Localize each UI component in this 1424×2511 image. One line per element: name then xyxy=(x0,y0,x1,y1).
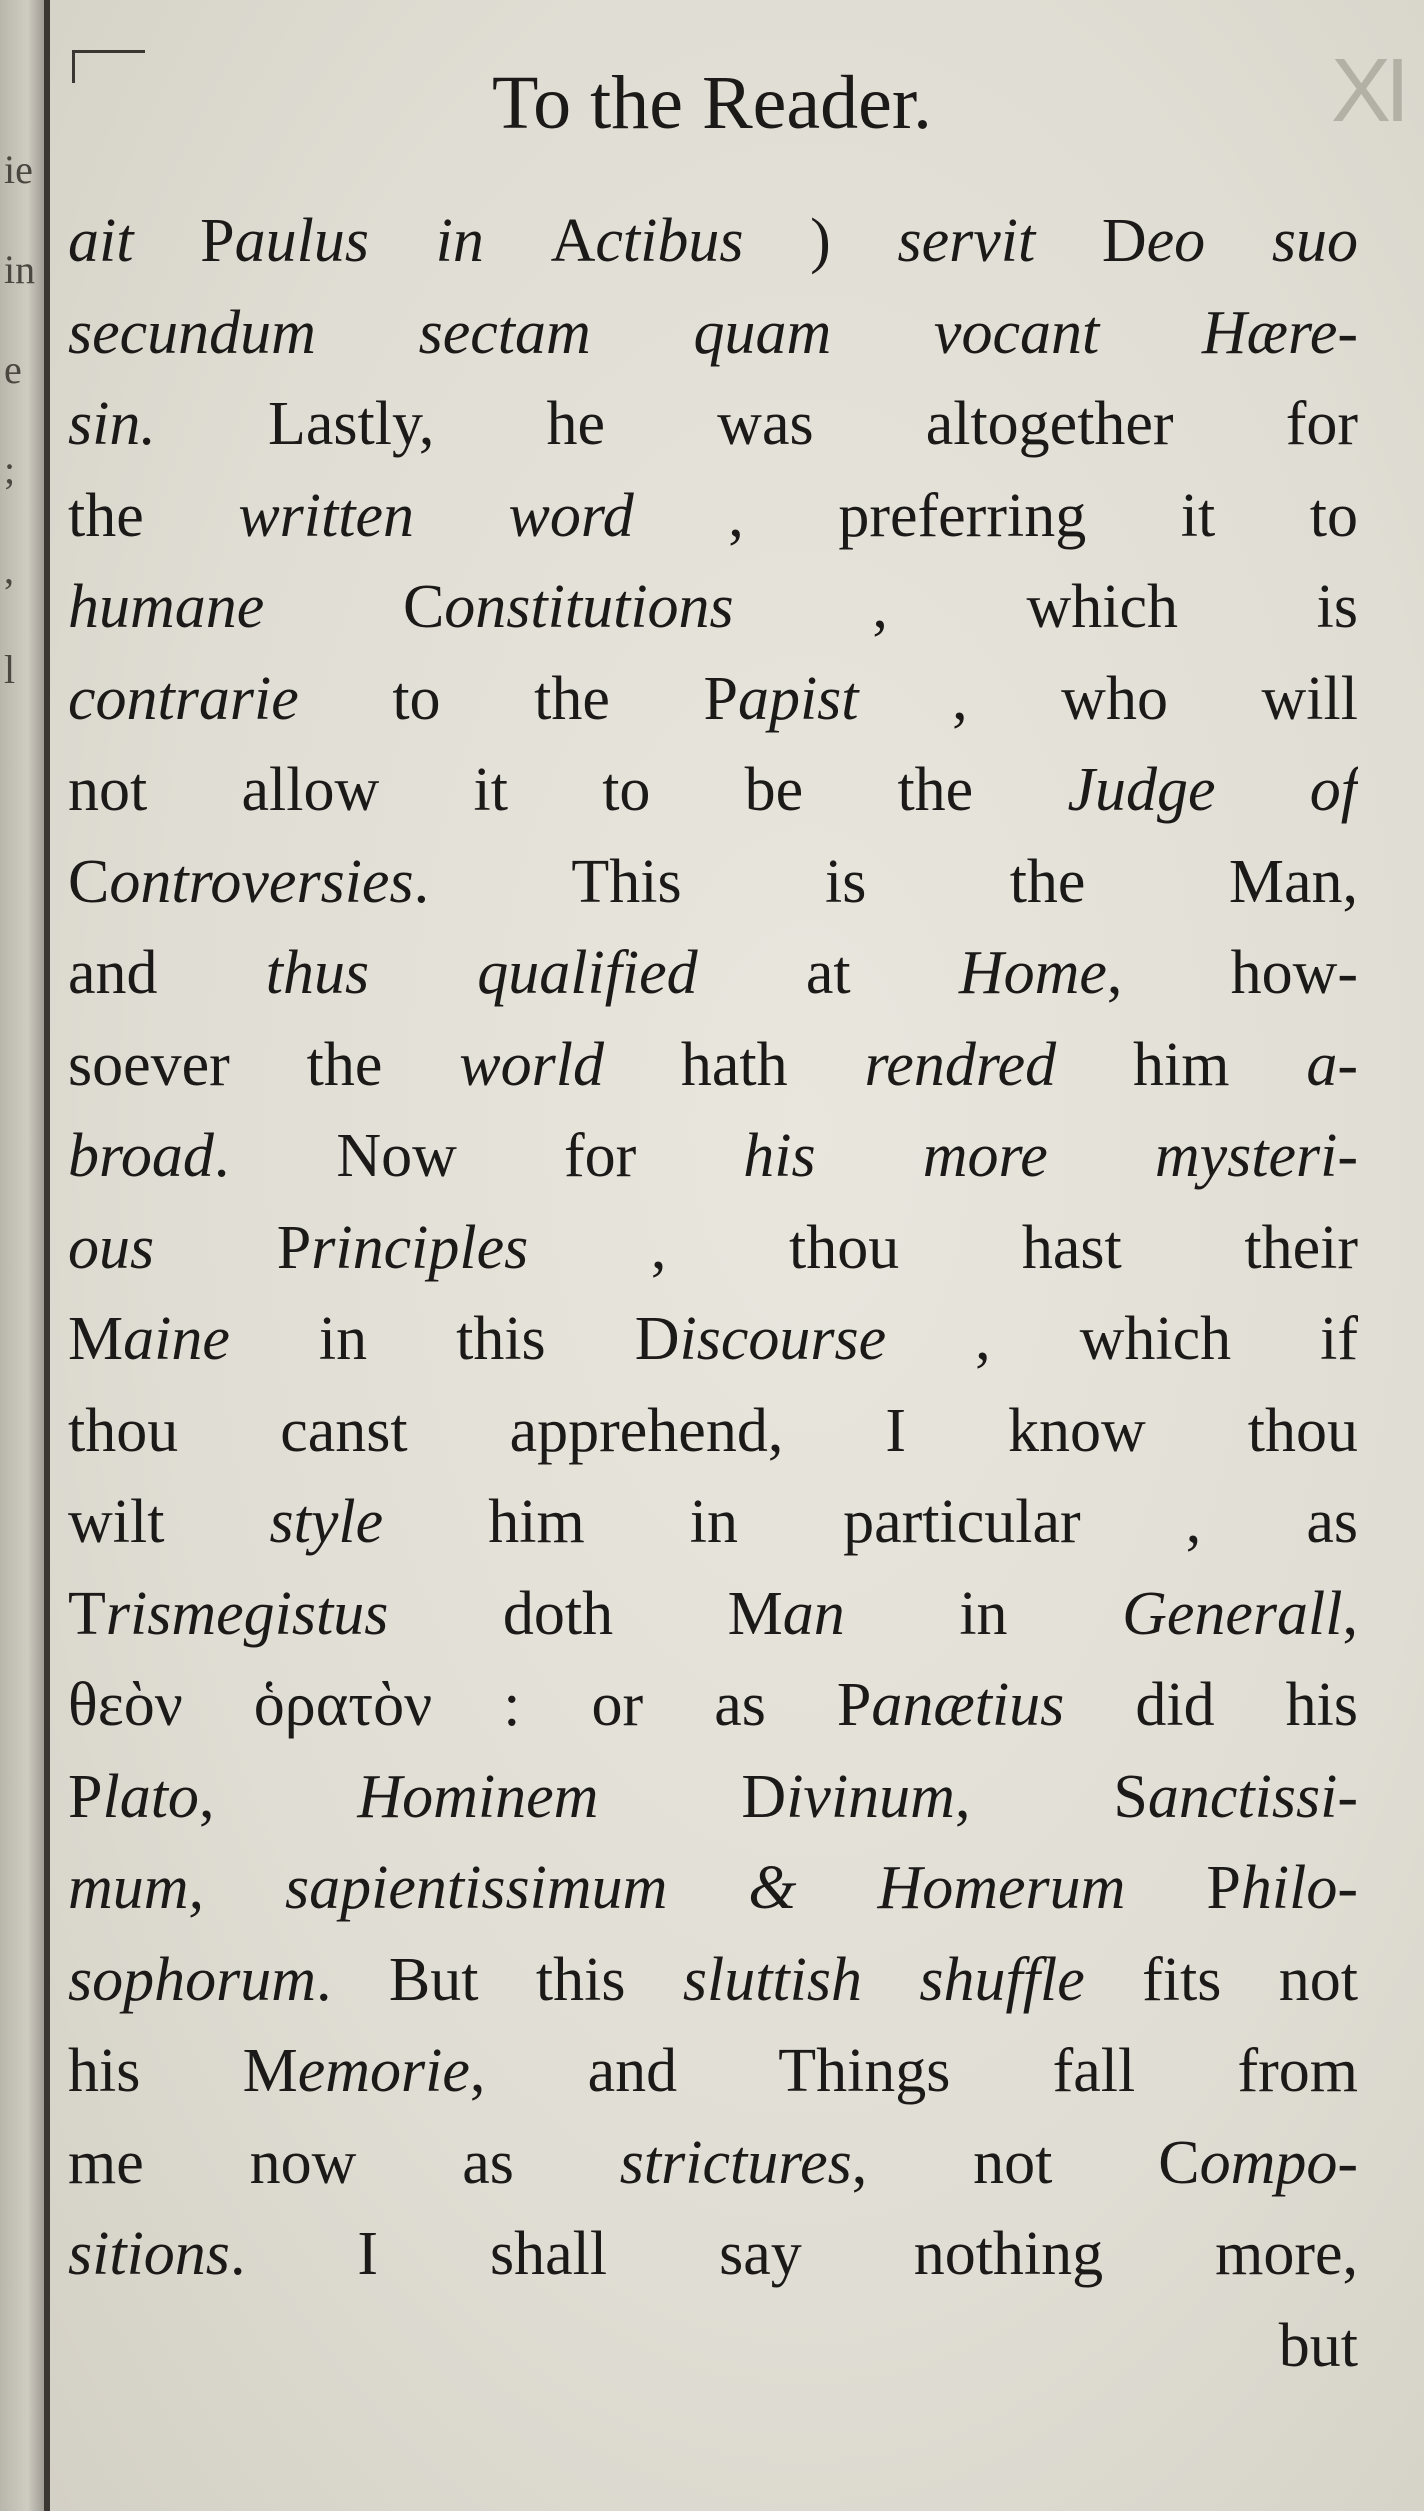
roman-run: , not C xyxy=(851,2128,1200,2197)
italic-run: sitions xyxy=(68,2220,230,2288)
roman-run: but xyxy=(1278,2311,1358,2380)
italic-run: written word xyxy=(238,481,634,550)
italic-run: rismegistus xyxy=(105,1579,389,1648)
text-line xyxy=(68,1477,1358,1569)
gutter-fragment: , xyxy=(4,547,14,592)
roman-run: . Now for xyxy=(213,1122,744,1190)
roman-run: T xyxy=(68,1579,106,1648)
italic-run: lato xyxy=(102,1762,199,1831)
roman-run: , how- xyxy=(1106,939,1358,1007)
adjacent-page-fragments xyxy=(4,120,40,720)
italic-run: style xyxy=(269,1488,384,1556)
gutter-fragment: e xyxy=(4,347,22,392)
roman-run: , which is xyxy=(733,573,1358,641)
italic-run: mum, sapientissimum & Homerum xyxy=(68,1854,1126,1922)
text-line xyxy=(68,1020,1358,1112)
roman-run: P xyxy=(200,207,235,275)
text-line xyxy=(68,1203,1358,1295)
text-line xyxy=(68,1752,1358,1844)
roman-run: ) xyxy=(743,207,898,275)
italic-run: eo suo xyxy=(1146,207,1358,275)
roman-run: Lastly, he was altogether for xyxy=(155,390,1358,458)
italic-run: sluttish shuffle xyxy=(682,1945,1085,2014)
text-line xyxy=(68,196,1358,288)
roman-run: P xyxy=(1125,1854,1241,1922)
text-line xyxy=(68,1294,1358,1386)
italic-run: Generall xyxy=(1122,1579,1343,1648)
roman-run: , and Things fall from xyxy=(469,2037,1358,2105)
roman-run: P xyxy=(703,664,738,733)
italic-run: anætius xyxy=(871,1671,1065,1739)
binding-gutter xyxy=(0,0,50,2511)
roman-run: the xyxy=(68,481,239,550)
italic-run: secundum sectam quam vocant Hære- xyxy=(68,298,1358,367)
italic-run: rendred xyxy=(864,1030,1057,1099)
italic-run: aine xyxy=(123,1305,230,1373)
roman-run: M xyxy=(727,1579,783,1648)
roman-run: , who will xyxy=(858,664,1358,733)
roman-run: D xyxy=(598,1762,787,1831)
gutter-fragment: ; xyxy=(4,447,16,492)
roman-run: soever the xyxy=(68,1030,460,1099)
roman-run: and xyxy=(68,939,266,1007)
text-line xyxy=(68,1569,1358,1661)
roman-run: D xyxy=(1101,207,1147,275)
italic-run: thus qualified xyxy=(265,939,698,1007)
roman-run: A xyxy=(550,207,596,275)
italic-run: ontroversies xyxy=(109,847,414,916)
roman-run: doth xyxy=(388,1579,728,1648)
roman-run: in xyxy=(844,1579,1123,1648)
text-line xyxy=(68,1660,1358,1752)
italic-run: broad xyxy=(68,1122,214,1190)
folio-mark: XI xyxy=(1330,41,1404,141)
italic-run: rinciples xyxy=(311,1213,529,1282)
text-line xyxy=(68,1843,1358,1935)
gutter-fragment: in xyxy=(4,247,36,292)
roman-run: C xyxy=(68,847,110,916)
roman-run: did his xyxy=(1064,1671,1358,1739)
italic-run: a- xyxy=(1306,1030,1358,1099)
text-line xyxy=(68,928,1358,1020)
roman-run: θεὸν ὁρατὸν xyxy=(68,1671,433,1739)
roman-run: at xyxy=(697,939,959,1007)
italic-run: iscourse xyxy=(679,1305,887,1373)
italic-run: strictures xyxy=(619,2128,852,2197)
roman-run: , xyxy=(1342,1579,1358,1648)
italic-run: ctibus xyxy=(595,207,744,275)
roman-run: . But this xyxy=(316,1945,683,2014)
roman-run: . I shall say nothing more, xyxy=(229,2220,1358,2288)
italic-run: Hominem xyxy=(357,1762,599,1831)
gutter-fragment: ie xyxy=(4,147,33,192)
roman-run: thou canst apprehend, I know thou xyxy=(68,1396,1358,1465)
italic-run: world xyxy=(459,1030,604,1099)
gutter-fragment: l xyxy=(4,647,16,692)
text-line xyxy=(68,379,1358,471)
italic-run: Judge of xyxy=(1067,756,1358,824)
roman-run: hath xyxy=(604,1030,865,1099)
roman-run: , S xyxy=(954,1762,1148,1831)
roman-run: wilt xyxy=(68,1488,270,1556)
italic-run: emorie xyxy=(297,2037,470,2105)
text-line xyxy=(68,1111,1358,1203)
running-head: To the Reader. xyxy=(492,61,932,145)
roman-run: not allow it to be the xyxy=(68,756,1068,824)
text-line xyxy=(68,1935,1358,2027)
text-line xyxy=(68,745,1358,837)
roman-run: fits not xyxy=(1084,1945,1358,2014)
roman-run: , which if xyxy=(886,1305,1358,1373)
italic-run: aulus in xyxy=(234,207,551,275)
roman-run: : or as xyxy=(432,1671,837,1739)
text-line xyxy=(68,2118,1358,2210)
roman-run: , xyxy=(198,1762,358,1831)
text-line xyxy=(68,837,1358,929)
text-line xyxy=(68,2301,1358,2393)
roman-run: him xyxy=(1056,1030,1307,1099)
roman-run: in this xyxy=(229,1305,635,1373)
italic-run: onstitutions xyxy=(444,573,734,641)
roman-run: M xyxy=(68,1305,124,1373)
roman-run: P xyxy=(154,1213,312,1282)
roman-run: me now as xyxy=(68,2128,620,2197)
italic-run: his more mysteri- xyxy=(743,1122,1358,1190)
roman-run: P xyxy=(836,1671,872,1739)
text-line xyxy=(68,562,1358,654)
italic-run: ivinum xyxy=(786,1762,955,1831)
body-text xyxy=(68,196,1358,2392)
italic-run: anctissi- xyxy=(1147,1762,1358,1831)
text-line xyxy=(68,471,1358,563)
text-line xyxy=(68,1386,1358,1478)
text-line xyxy=(68,288,1358,380)
italic-run: servit xyxy=(897,207,1102,275)
roman-run: , thou hast their xyxy=(528,1213,1358,1282)
italic-run: ait xyxy=(68,207,201,275)
roman-run: D xyxy=(634,1305,680,1373)
roman-run: . This is the Man, xyxy=(413,847,1358,916)
roman-run: to the xyxy=(298,664,704,733)
text-line xyxy=(68,2026,1358,2118)
italic-run: ompo- xyxy=(1199,2128,1358,2197)
italic-run: hilo- xyxy=(1240,1854,1358,1922)
italic-run: apist xyxy=(737,664,859,733)
italic-run: sin. xyxy=(68,390,156,458)
italic-run: Home xyxy=(958,939,1107,1007)
roman-run: P xyxy=(68,1762,103,1831)
italic-run: an xyxy=(782,1579,845,1648)
roman-run: C xyxy=(402,573,445,641)
italic-run: contrarie xyxy=(68,664,299,733)
roman-run: him in particular , as xyxy=(383,1488,1358,1556)
italic-run: humane xyxy=(68,573,403,641)
text-line xyxy=(68,654,1358,746)
roman-run: , preferring it to xyxy=(633,481,1358,550)
text-line xyxy=(68,2209,1358,2301)
roman-run: his M xyxy=(68,2037,298,2105)
italic-run: sophorum xyxy=(68,1945,317,2014)
italic-run: ous xyxy=(68,1213,155,1282)
